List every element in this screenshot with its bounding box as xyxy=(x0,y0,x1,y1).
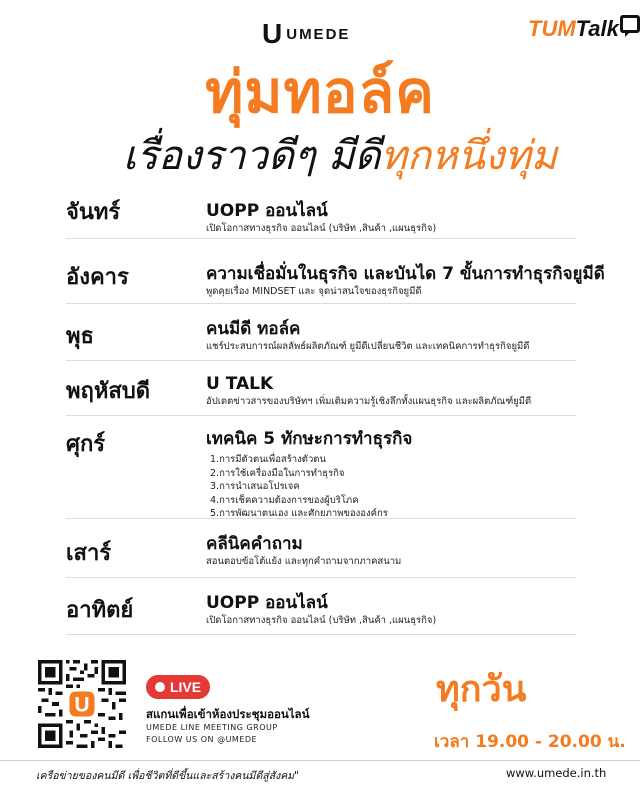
topic-title: คลีนิคคำถาม xyxy=(206,534,303,554)
topic-title: UOPP ออนไลน์ xyxy=(206,201,328,221)
subtitle-orange: ทุกหนึ่งทุ่ม xyxy=(380,133,558,179)
schedule-row-saturday xyxy=(66,519,576,578)
tumtalk-logo xyxy=(528,16,640,42)
slogan: เครือข่ายของคนมีดี เพื่อชีวิตที่ดีขึ้นและสร้างคนมีดีสู่สังคม" xyxy=(36,770,300,782)
day-label: พุธ xyxy=(66,324,94,349)
follow-us-text: FOLLOW US ON @UMEDE xyxy=(146,735,258,744)
topic xyxy=(206,304,576,353)
chat-bubble-icon xyxy=(620,15,640,33)
list-item: 5.การพัฒนาตนเอง และศักยภาพขององค์กร xyxy=(210,508,388,519)
topic xyxy=(206,186,576,235)
live-dot-icon xyxy=(155,682,165,692)
schedule-row-friday xyxy=(66,416,576,519)
umede-logo-mark: U xyxy=(262,18,283,49)
schedule-row-tuesday xyxy=(66,239,605,304)
topic-description: พูดคุยเรื่อง MINDSET และ จุดน่าสนใจของธุรกิจยูมีดี xyxy=(206,286,422,297)
umede-logo xyxy=(262,20,350,48)
time-label: เวลา 19.00 - 20.00 น. xyxy=(434,732,626,752)
topic xyxy=(206,578,576,627)
day-label: พฤหัสบดี xyxy=(66,379,151,404)
live-badge xyxy=(146,675,210,699)
topic xyxy=(206,239,605,298)
main-title: ทุ่มทอล์ค xyxy=(205,58,435,126)
day-label: ศุกร์ xyxy=(66,432,106,457)
tumtalk-logo-tum: TUM xyxy=(528,16,576,41)
topic-title: คนมีดี ทอล์ค xyxy=(206,319,301,339)
topic-title: เทคนิค 5 ทักษะการทำธุรกิจ xyxy=(206,429,413,449)
topic-description: เปิดโอกาสทางธุรกิจ ออนไลน์ (บริษัท ,สินค้า ,แผนธุรกิจ) xyxy=(206,223,437,234)
umede-logo-text: UMEDE xyxy=(286,25,351,43)
schedule-row-sunday xyxy=(66,578,576,635)
skill-list xyxy=(210,453,576,521)
tumtalk-logo-talk: Talk xyxy=(575,16,619,41)
qr-center-logo: U xyxy=(74,693,90,717)
topic-description: สอนตอบข้อโต้แย้ง และทุกคำถามจากภาคสนาม xyxy=(206,556,402,567)
weekly-schedule xyxy=(66,186,605,635)
day-label: อาทิตย์ xyxy=(66,598,134,623)
topic-title: U TALK xyxy=(206,374,274,394)
topic-description: อัปเดตข่าวสารของบริษัทฯ เพิ่มเติมความรู้เชิงลึกทั้งแผนธุรกิจ และผลิตภัณฑ์ยูมีดี xyxy=(206,396,532,407)
schedule-row-thursday xyxy=(66,361,576,416)
every-day-label: ทุกวัน xyxy=(436,669,527,710)
list-item: 2.การใช้เครื่องมือในการทำธุรกิจ xyxy=(210,467,345,479)
subtitle-black: เรื่องราวดีๆ มีดี xyxy=(122,133,381,179)
footer-divider xyxy=(0,760,640,761)
day-label: อังคาร xyxy=(66,265,129,290)
topic xyxy=(206,416,576,521)
topic-title: UOPP ออนไลน์ xyxy=(206,593,328,613)
topic-description: เปิดโอกาสทางธุรกิจ ออนไลน์ (บริษัท ,สินค้า ,แผนธุรกิจ) xyxy=(206,615,437,626)
schedule-row-wednesday xyxy=(66,304,576,361)
list-item: 4.การเช็คความต้องการของผู้บริโภค xyxy=(210,494,359,506)
topic-description: แชร์ประสบการณ์ผลลัพธ์ผลิตภัณฑ์ ยูมีดีเปลี่ยนชีวิต และเทคนิคการทำธุรกิจยูมีดี xyxy=(206,341,530,352)
subtitle xyxy=(60,128,620,184)
meeting-instruction: สแกนเพื่อเข้าห้องประชุมออนไลน์ xyxy=(146,707,310,721)
list-item: 1.การมีตัวตนเพื่อสร้างตัวตน xyxy=(210,454,326,465)
meeting-group-name: UMEDE LINE MEETING GROUP xyxy=(146,723,278,732)
topic xyxy=(206,519,576,568)
schedule-row-monday xyxy=(66,186,576,239)
topic xyxy=(206,361,576,408)
day-label: จันทร์ xyxy=(66,200,121,225)
website-link[interactable]: www.umede.in.th xyxy=(506,766,607,780)
meeting-group-info xyxy=(146,722,278,746)
topic-title: ความเชื่อมั่นในธุรกิจ และบันได 7 ขั้นการทำธุรกิจยูมีดี xyxy=(206,264,605,284)
qr-code[interactable] xyxy=(38,660,126,748)
live-label: LIVE xyxy=(169,679,202,695)
list-item: 3.การนำเสนอโปรเจค xyxy=(210,481,300,492)
day-label: เสาร์ xyxy=(66,541,112,566)
